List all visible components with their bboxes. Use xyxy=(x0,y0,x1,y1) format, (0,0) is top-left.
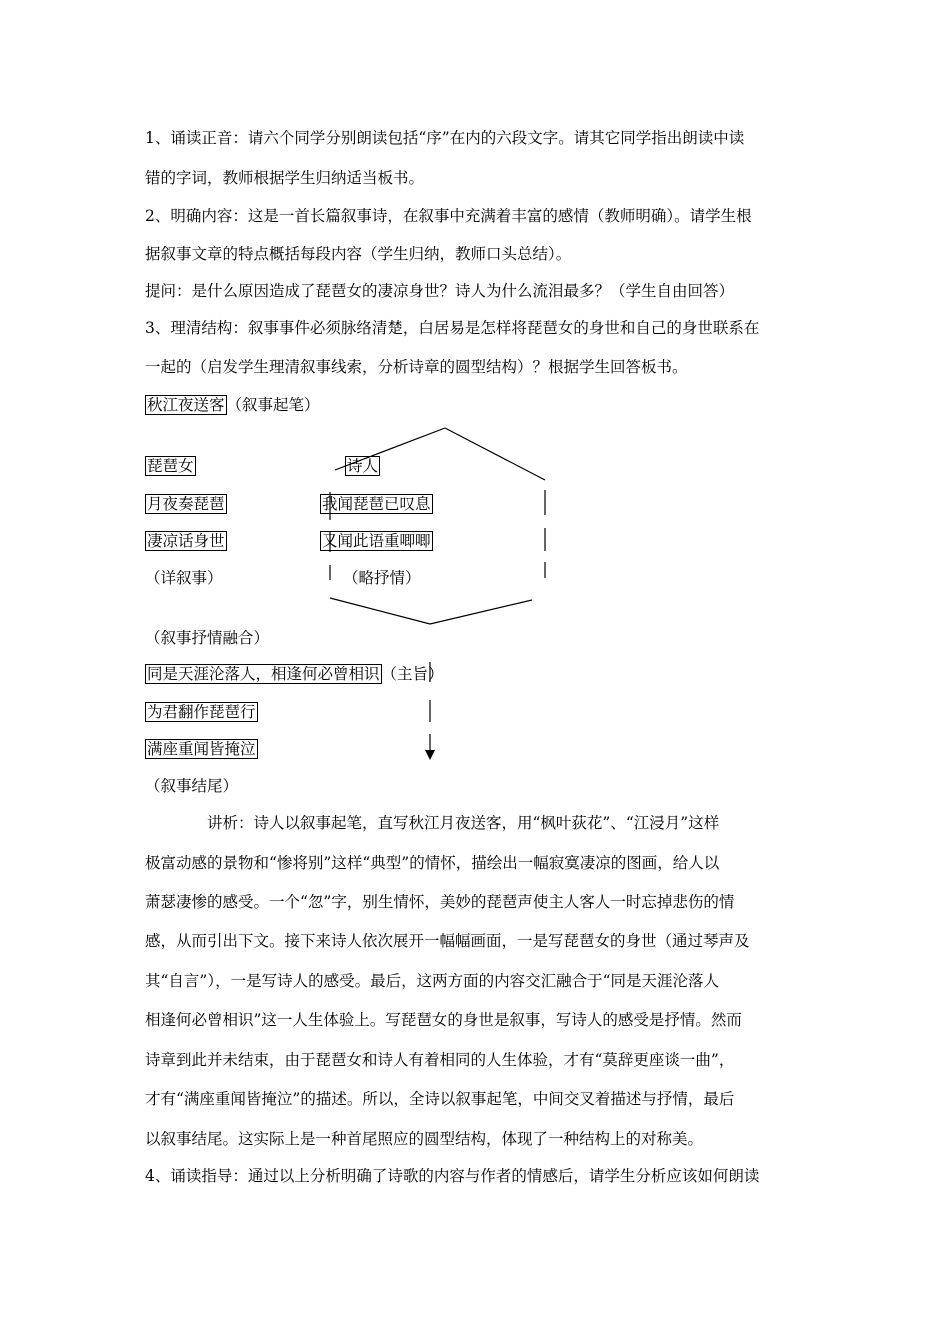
analysis-line: 讲析：诗人以叙事起笔，直写秋江月夜送客，用“枫叶荻花”、“江浸月”这样 xyxy=(207,814,720,832)
board-left-note: （详叙事） xyxy=(145,569,223,587)
board-theme-box: 同是天涯沦落人，相逢何必曾相识 xyxy=(147,665,380,683)
board-start-note: （叙事起笔） xyxy=(226,396,320,414)
board-right-3-line xyxy=(320,531,433,551)
paragraph-content-2: 据叙事文章的特点概括每段内容（学生归纳，教师口头总结）。 xyxy=(145,245,572,263)
paragraph-structure-2: 一起的（启发学生理清叙事线索，分析诗章的圆型结构）？根据学生回答板书。 xyxy=(145,358,688,376)
board-merge-note: （叙事抒情融合） xyxy=(145,629,270,647)
analysis-line: 其“自言”），一是写诗人的感受。最后，这两方面的内容交汇融合于“同是天涯沦落人 xyxy=(145,972,720,990)
board-end-note: （叙事结尾） xyxy=(145,777,239,795)
board-left-3-line xyxy=(145,531,227,551)
board-theme-line xyxy=(145,664,444,684)
board-right-note: （略抒情） xyxy=(343,569,421,587)
board-end-2-line xyxy=(145,739,258,759)
board-right-2: 我闻琵琶已叹息 xyxy=(322,495,431,513)
board-start-box: 秋江夜送客 xyxy=(147,396,225,414)
board-right-1: 诗人 xyxy=(347,457,379,475)
paragraph-recitation-1: 1、诵读正音：请六个同学分别朗读包括“序”在内的六段文字。请其它同学指出朗读中读 xyxy=(145,129,745,147)
analysis-line: 以叙事结尾。这实际上是一种首尾照应的圆型结构，体现了一种结构上的对称美。 xyxy=(145,1130,704,1148)
analysis-line: 极富动感的景物和“惨将别”这样“典型”的情怀，描绘出一幅寂寞凄凉的图画，给人以 xyxy=(145,854,720,872)
paragraph-reading-guide: 4、诵读指导：通过以上分析明确了诗歌的内容与作者的情感后，请学生分析应该如何朗读 xyxy=(145,1167,760,1185)
analysis-line: 才有“满座重闻皆掩泣”的描述。所以，全诗以叙事起笔，中间交叉着描述与抒情，最后 xyxy=(145,1090,735,1108)
board-theme-note: （主旨） xyxy=(381,665,444,683)
board-end-2: 满座重闻皆掩泣 xyxy=(147,740,256,758)
board-end-1: 为君翻作琵琶行 xyxy=(147,703,256,721)
paragraph-recitation-2: 错的字词，教师根据学生归纳适当板书。 xyxy=(145,169,425,187)
paragraph-content-1: 2、明确内容：这是一首长篇叙事诗，在叙事中充满着丰富的感情（教师明确）。请学生根 xyxy=(145,207,752,225)
board-left-2: 月夜奏琵琶 xyxy=(147,495,225,513)
analysis-line: 相逢何必曾相识”这一人生体验上。写琵琶女的身世是叙事，写诗人的感受是抒情。然而 xyxy=(145,1011,742,1029)
board-right-2-line xyxy=(320,494,433,514)
board-left-1-line xyxy=(145,456,196,476)
analysis-line: 感，从而引出下文。接下来诗人依次展开一幅幅画面，一是写琵琶女的身世（通过琴声及 xyxy=(145,932,750,950)
board-left-2-line xyxy=(145,494,227,514)
paragraph-question: 提问：是什么原因造成了琵琶女的凄凉身世？诗人为什么流泪最多？（学生自由回答） xyxy=(145,282,735,300)
board-start-line xyxy=(145,395,320,415)
board-left-1: 琵琶女 xyxy=(147,457,194,475)
board-right-3: 又闻此语重唧唧 xyxy=(322,532,431,550)
analysis-line: 萧瑟凄惨的感受。一个“忽”字，别生情怀，美妙的琵琶声使主人客人一时忘掉悲伤的情 xyxy=(145,893,735,911)
analysis-line: 诗章到此并未结束，由于琵琶女和诗人有着相同的人生体验，才有“莫辞更座谈一曲”， xyxy=(145,1051,735,1069)
board-left-3: 凄凉话身世 xyxy=(147,532,225,550)
paragraph-structure-1: 3、理清结构：叙事事件必须脉络清楚，白居易是怎样将琵琶女的身世和自己的身世联系在 xyxy=(145,319,760,337)
board-end-1-line xyxy=(145,702,258,722)
board-right-1-line xyxy=(345,456,380,476)
